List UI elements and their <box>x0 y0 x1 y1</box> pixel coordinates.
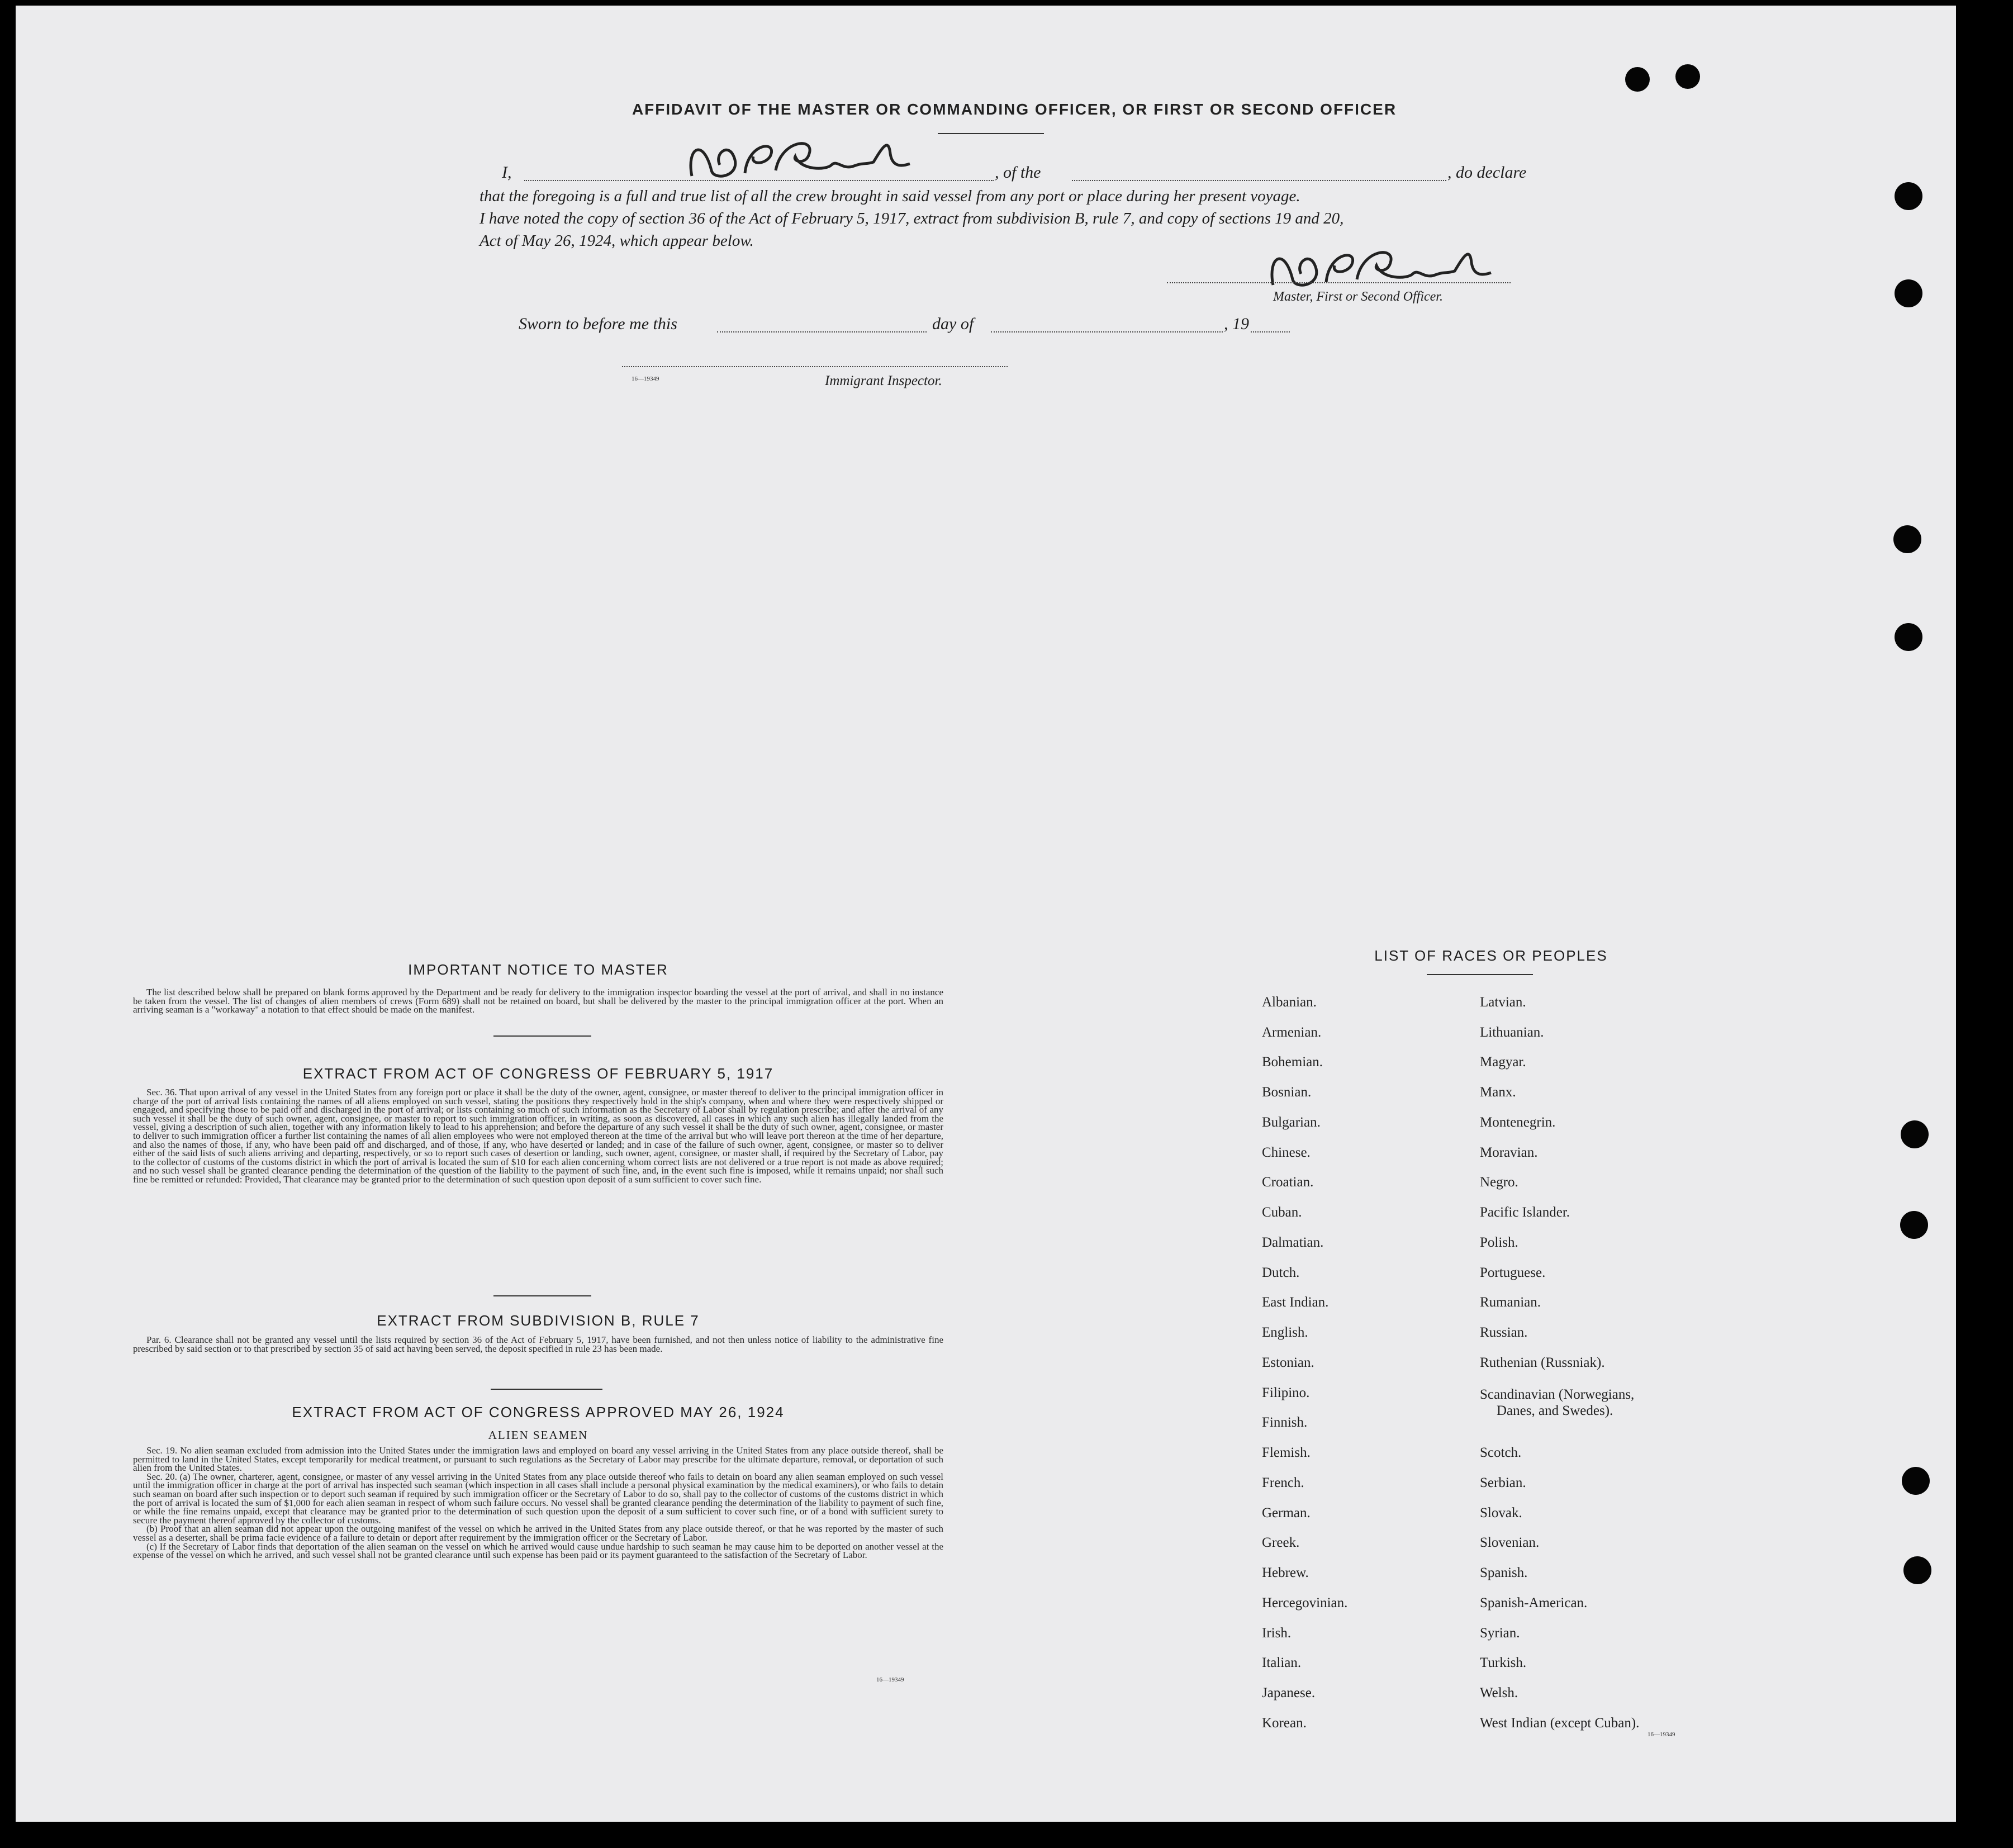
race-right: Slovenian. <box>1480 1535 1540 1550</box>
punch-hole <box>1675 64 1700 89</box>
race-left: Dalmatian. <box>1262 1235 1324 1250</box>
race-right: Ruthenian (Russniak). <box>1480 1355 1605 1370</box>
race-left: Filipino. <box>1262 1385 1310 1400</box>
sworn-month-field <box>991 331 1223 332</box>
title-divider <box>938 133 1044 134</box>
signature-master <box>1262 240 1497 296</box>
sworn-year-field <box>1251 331 1290 332</box>
race-left: English. <box>1262 1325 1308 1340</box>
punch-hole <box>1625 67 1650 92</box>
section-20b-paragraph: (b) Proof that an alien seaman did not appear upon the outgoing manifest of the vessel on which he arrived in the United States from any place outside thereof, or that he was reported by the master of such vessel as a deserter, shall be prima facie evidence of a failure to detain or deport after requirement by the immigration officer or the Secretary of Labor. <box>133 1523 943 1543</box>
race-left: Dutch. <box>1262 1265 1300 1280</box>
section-20c-paragraph: (c) If the Secretary of Labor finds that deportation of the alien seaman on the vessel on which he arrived would cause undue hardship to such seaman he may cause him to be deported on another vessel at the expense of the vessel on which he arrived, and such vessel shall not be granted clearance until such expense has been paid or its payment guaranteed to the satisfaction of the Secretary of Labor. <box>133 1541 943 1561</box>
race-right: Spanish. <box>1480 1565 1528 1580</box>
signature-master-inline <box>681 131 915 187</box>
race-left: Greek. <box>1262 1535 1300 1550</box>
race-right: Negro. <box>1480 1175 1518 1190</box>
race-right: Serbian. <box>1480 1475 1526 1490</box>
races-title: LIST OF RACES OR PEOPLES <box>1374 947 1608 964</box>
master-caption: Master, First or Second Officer. <box>1273 289 1443 304</box>
divider <box>493 1295 591 1296</box>
race-right: Polish. <box>1480 1235 1518 1250</box>
sworn-label: Sworn to before me this <box>519 315 677 333</box>
race-left: Flemish. <box>1262 1445 1311 1460</box>
declaration-line-3: I have noted the copy of section 36 of the Act of February 5, 1917, extract from subdivision B, rule 7, and copy of sections 19 and 20, <box>479 210 1344 227</box>
race-left: Chinese. <box>1262 1145 1311 1160</box>
race-left: French. <box>1262 1475 1304 1490</box>
race-left: Japanese. <box>1262 1685 1316 1700</box>
extract-1924-title: EXTRACT FROM ACT OF CONGRESS APPROVED MAY 26, 1924 <box>292 1404 785 1421</box>
race-right: Pacific Islander. <box>1480 1205 1570 1220</box>
vessel-name-field <box>1072 180 1446 181</box>
race-right: Syrian. <box>1480 1626 1520 1641</box>
race-right: Danes, and Swedes). <box>1497 1403 1613 1418</box>
divider <box>491 1389 602 1390</box>
race-left: German. <box>1262 1505 1311 1521</box>
race-left: Croatian. <box>1262 1175 1314 1190</box>
subdivision-text <box>133 1336 943 1353</box>
race-right: Russian. <box>1480 1325 1528 1340</box>
race-right: Scotch. <box>1480 1445 1522 1460</box>
race-left: Irish. <box>1262 1626 1292 1641</box>
race-left: Bosnian. <box>1262 1085 1312 1100</box>
race-left: Armenian. <box>1262 1025 1322 1040</box>
divider <box>1427 974 1533 975</box>
race-right: Magyar. <box>1480 1054 1526 1070</box>
paragraph-6: Par. 6. Clearance shall not be granted any vessel until the lists required by section 36 of the Act of February 5, 1917, have been furnished, and not then unless notice of liability to the administrative fine prescribed by said section or to that prescribed by section 35 of said act having been served, the deposit specified in rule 23 has been made. <box>133 1334 943 1354</box>
race-left: Korean. <box>1262 1716 1307 1731</box>
sworn-day-field <box>717 331 927 332</box>
label-of-the: , of the <box>995 163 1041 182</box>
declaration-line-1 <box>502 163 1547 186</box>
race-right: Manx. <box>1480 1085 1516 1100</box>
race-left: Estonian. <box>1262 1355 1314 1370</box>
subdivision-title: EXTRACT FROM SUBDIVISION B, RULE 7 <box>377 1312 700 1329</box>
declaration-line-4: Act of May 26, 1924, which appear below. <box>479 232 754 250</box>
affidavit-title: AFFIDAVIT OF THE MASTER OR COMMANDING OFFICER, OR FIRST OR SECOND OFFICER <box>632 101 1397 118</box>
race-left: Hercegovinian. <box>1262 1595 1348 1611</box>
punch-hole <box>1895 623 1922 651</box>
race-left: Hebrew. <box>1262 1565 1309 1580</box>
punch-hole <box>1903 1556 1931 1584</box>
inspector-signature-line <box>622 366 1008 367</box>
master-signature-line <box>1167 282 1511 283</box>
race-right: Lithuanian. <box>1480 1025 1544 1040</box>
race-right: Scandinavian (Norwegians, <box>1480 1387 1635 1402</box>
race-left: Cuban. <box>1262 1205 1302 1220</box>
race-left: Bulgarian. <box>1262 1115 1321 1130</box>
race-left: East Indian. <box>1262 1295 1329 1310</box>
notice-title: IMPORTANT NOTICE TO MASTER <box>408 961 668 978</box>
document-sheet <box>16 6 1956 1822</box>
form-number-top: 16—19349 <box>632 376 659 382</box>
declaration-line-2: that the foregoing is a full and true list of all the crew brought in said vessel from any port or place during her present voyage. <box>479 187 1300 205</box>
extract-1917-title: EXTRACT FROM ACT OF CONGRESS OF FEBRUARY 5, 1917 <box>302 1065 774 1082</box>
race-right: Rumanian. <box>1480 1295 1541 1310</box>
race-right: Turkish. <box>1480 1655 1527 1670</box>
section-36-paragraph: Sec. 36. That upon arrival of any vessel in the United States from any foreign port or place it shall be the duty of the owner, agent, consignee, or master thereof to deliver to the principal immigration officer in charge of the port of arrival lists containing the names of all aliens employed on such vessel, stating the positions they respectively hold in the ship's company, when and where they were respectively shipped or engaged, and specifying those to be paid off and discharged in the port of arrival; or lists containing so much of such information as the Secretary of Labor shall by regulation prescribe; and after the arrival of any such vessel it shall be the duty of such owner, agent, consignee, or master to report to such immigration officer, in writing, as soon as discovered, all cases in which any such alien has illegally landed from the vessel, giving a description of such alien, together with any information likely to lead to his apprehension; and before the departure of any such vessel it shall be the duty of such owner, agent, consignee, or master to deliver to such immigration officer a further list containing the names of all alien employees who were not employed thereon at the time of the arrival but who will leave port thereon at the time of her departure, and also the names of those, if any, who have been paid off and discharged, and of those, if any, who have deserted or landed; and in case of the failure of such owner, agent, consignee, or master so to deliver either of the said lists of such aliens arriving and departing, respectively, or so to report such cases of desertion or landing, such owner, agent, consignee, or master shall, if required by the Secretary of Labor, pay to the collector of customs of the customs district in which the port of arrival is located the sum of $10 for each alien concerning whom correct lists are not delivered or a true report is not made as above required; and no such vessel shall be granted clearance pending the determination of the question of the liability to the payment of such fine, and, in the event such fine is imposed, while it remains unpaid; nor shall such fine be remitted or refunded: Provided, That clearance may be granted prior to the determination of such question upon deposit of a sum sufficient to cover such fine. <box>133 1087 943 1185</box>
notice-paragraph: The list described below shall be prepared on blank forms approved by the Department and be ready for delivery to the immigration inspector boarding the vessel at the port of arrival, and shall in no instance be taken from the vessel. The list of changes of alien members of crews (Form 689) shall not be retained on board, but shall be delivered by the master to the principal immigration officer at the port. When an arriving seaman is a "workaway" a notation to that effect should be made on the manifest. <box>133 987 943 1015</box>
race-right: Welsh. <box>1480 1685 1518 1700</box>
race-left: Italian. <box>1262 1655 1302 1670</box>
race-right: Latvian. <box>1480 995 1526 1010</box>
form-number-bottom-left: 16—19349 <box>876 1676 904 1683</box>
extract-1917-text <box>133 1088 943 1184</box>
label-i: I, <box>502 163 512 182</box>
signature-text: D P Baird <box>681 131 683 132</box>
year-label: , 19 <box>1224 315 1249 333</box>
race-left: Finnish. <box>1262 1415 1308 1430</box>
punch-hole <box>1901 1120 1929 1148</box>
punch-hole <box>1900 1211 1928 1239</box>
extract-1924-text <box>133 1446 943 1560</box>
alien-seamen-subtitle: ALIEN SEAMEN <box>488 1428 588 1442</box>
race-left: Bohemian. <box>1262 1054 1323 1070</box>
race-right: Portuguese. <box>1480 1265 1546 1280</box>
section-19-paragraph: Sec. 19. No alien seaman excluded from admission into the United States under the immigration laws and employed on board any vessel arriving in the United States from any place outside thereof, shall be permitted to land in the United States, except temporarily for medical treatment, or pursuant to such regulations as the Secretary of Labor may prescribe for the ultimate departure, removal, or deportation of such alien from the United States. <box>133 1445 943 1474</box>
race-right: Slovak. <box>1480 1505 1522 1521</box>
race-right: Spanish-American. <box>1480 1595 1588 1611</box>
race-left: Albanian. <box>1262 995 1317 1010</box>
race-right: Moravian. <box>1480 1145 1538 1160</box>
punch-hole <box>1895 279 1922 307</box>
divider <box>493 1035 591 1037</box>
section-20a-paragraph: Sec. 20. (a) The owner, charterer, agent, consignee, or master of any vessel arriving in the United States from any place outside thereof who fails to detain on board any alien seaman employed on such vessel until the immigration officer in charge at the port of arrival has inspected such seaman (which inspection in all cases shall include a personal physical examination by the medical examiners), or who fails to detain such seaman on board after such inspection or to deport such seaman if required by such immigration officer or the Secretary of Labor to do so, shall pay to the collector of customs of the customs district in which the port of arrival is located the sum of $1,000 for each alien seaman in respect of whom such failure occurs. No vessel shall be granted clearance pending the determination of the liability to payment of such fine, or while the fine remains unpaid, except that clearance may be granted prior to the determination of such question upon the deposit of a sum sufficient to cover such fine, or of a bond with sufficient surety to secure the payment thereof approved by the collector of customs. <box>133 1471 943 1526</box>
notice-text <box>133 988 943 1014</box>
inspector-caption: Immigrant Inspector. <box>825 373 942 388</box>
label-do-declare: , do declare <box>1447 163 1527 182</box>
punch-hole <box>1895 182 1922 210</box>
day-of-label: day of <box>932 315 974 333</box>
form-number-bottom-right: 16—19349 <box>1648 1731 1675 1738</box>
punch-hole <box>1893 525 1921 553</box>
punch-hole <box>1902 1467 1930 1495</box>
sworn-line <box>519 315 1301 337</box>
race-right: West Indian (except Cuban). <box>1480 1716 1640 1731</box>
race-right: Montenegrin. <box>1480 1115 1556 1130</box>
